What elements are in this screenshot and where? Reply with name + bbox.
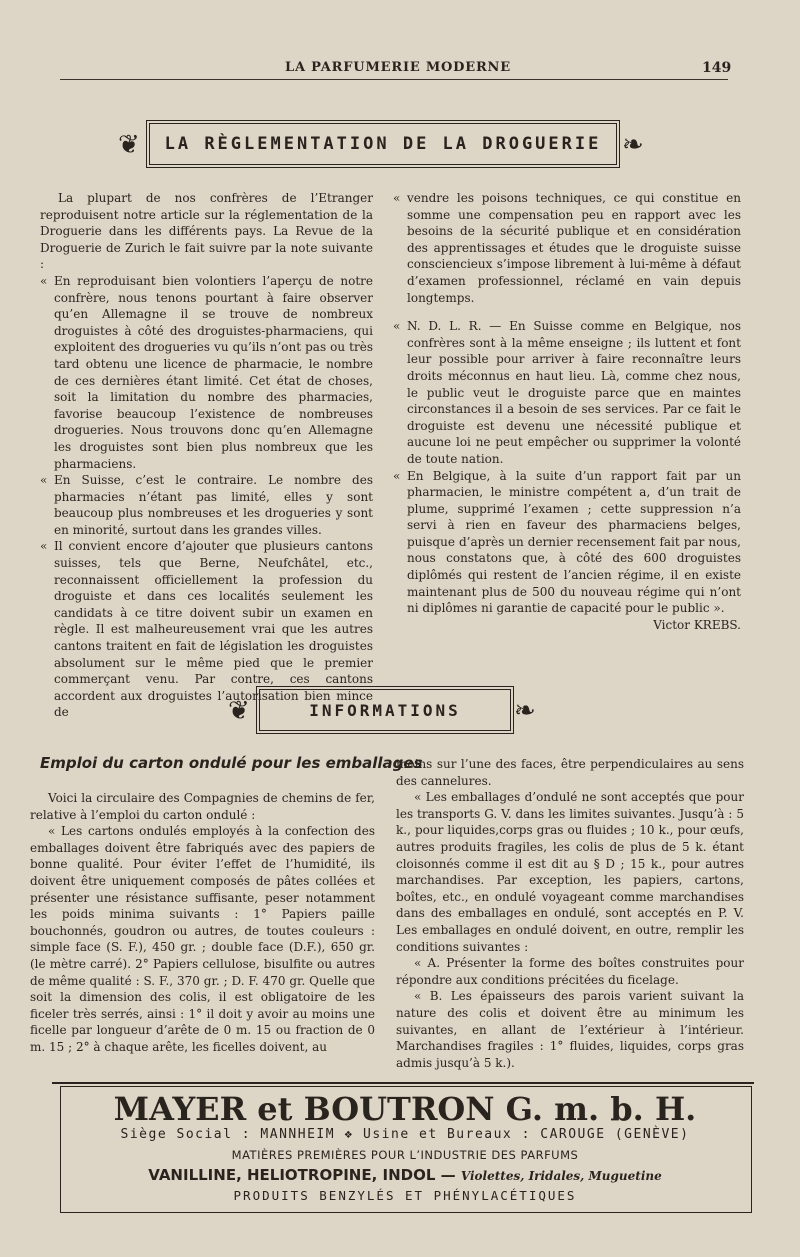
page-number: 149 (702, 60, 732, 76)
quote-paragraph: « Il convient encore d’ajouter que plusieurs cantons suisses, tels que Berne, Neufchâtel, etc., reconnaissent officiellement la profession du droguiste et dans ces localités seulement les candidats à ce titre doivent subir un examen en règle. Il est malheureusement vrai que les autres cantons traitent en fait de législation les droguistes absolument sur le même pied que le premier commerçant venu. Par contre, ces cantons accordent aux droguistes l’autorisation bien mince de (40, 538, 373, 721)
section-banner (146, 120, 620, 168)
ad-dash: — (440, 1166, 456, 1184)
quote-paragraph: « En Belgique, à la suite d’un rapport fait par un pharmacien, le ministre compétent a, d’un trait de plume, supprimé l’examen ; cette suppression n’a servi à rien en faveur des pharmaciens belges, puisque d’après un dernier recensement fait par nous, nous constatons que, à côté des 600 droguistes diplômés qui restent de l’ancien régime, il en existe maintenant plus de 500 du nouveau régime qui n’ont ni diplômes ni garantie de capacité pour le public ». (393, 468, 741, 617)
quote-paragraph: « En reproduisant bien volontiers l’aperçu de notre confrère, nous tenons pourtant à faire observer qu’en Allemagne il se trouve de nombreux droguistes à côté des droguistes-pharmaciens, qui exploitent des drogueries vu qu’ils n’ont pas ou très tard obtenu une licence de pharmacie, le nombre de ces dernières étant limité. Cet état de choses, soit la limitation du nombre des pharmacies, favorise beaucoup l’existence de nombreuses drogueries. Nous trouvons donc qu’en Allemagne les droguistes sont bien plus nombreux que les pharmaciens. (40, 273, 373, 472)
paragraph: La plupart de nos confrères de l’Etranger reproduisent notre article sur la réglementation de la Droguerie dans les différents pays. La Revue de la Droguerie de Zurich le fait suivre par la note suivante : (40, 191, 373, 272)
ad-addresses (60, 1127, 750, 1142)
ad-bottom-line: PRODUITS BENZYLÉS ET PHÉNYLACÉTIQUES (233, 1188, 577, 1203)
ad-product-line: MATIÈRES PREMIÈRES POUR L’INDUSTRIE DES PARFUMS (231, 1148, 579, 1162)
paragraph: moins sur l’une des faces, être perpendiculaires au sens des cannelures. (396, 757, 744, 788)
info-left-column (30, 790, 375, 1056)
ad-products (60, 1166, 750, 1184)
ad-main-products: VANILLINE, HELIOTROPINE, INDOL (148, 1166, 436, 1184)
right-fleuron-icon: ❧ (514, 696, 536, 726)
paragraph: « Les cartons ondulés employés à la confection des emballages doivent être fabriqués avec des papiers de bonne qualité. Pour éviter l’effet de l’humidité, ils doivent être uniquement composés de pâtes collées et présenter une résistance suffisante, peser notamment les poids minima suivants : 1° Papiers paille bouchonnés, goudron ou autres, de toutes couleurs : simple face (S. F.), 450 gr. ; double face (D.F.), 650 gr. (le mètre carré). 2° Papiers cellulose, bisulfite ou autres de même qualité : S. F., 370 gr. ; D. F. 470 gr. Quelle que soit la dimension des colis, il est obligatoire de les ficeler très serrés, ainsi : 1° il doit y avoir au moins une ficelle par longueur d’arête de 0 m. 15 ou fraction de 0 m. 15 ; 2° à chaque arête, les ficelles doivent, au (30, 824, 375, 1054)
paragraph: Voici la circulaire des Compagnies de chemins de fer, relative à l’emploi du carton ondulé : (30, 791, 375, 822)
info-right-column (396, 756, 744, 1071)
header-rule (60, 79, 728, 80)
quote-paragraph: « N. D. L. R. — En Suisse comme en Belgique, nos confrères sont à la même enseigne ; ils luttent et font leur possible pour arriver à faire reconnaître leurs droits méconnus en haut lieu. Là, comme chez nous, le public veut le droguiste parce que en maintes circonstances il a besoin de ses services. Par ce fait le droguiste est devenu une nécessité publique et aucune loi ne peut empêcher ou supprimer la volonté de toute nation. (393, 318, 741, 467)
quote-paragraph: « vendre les poisons techniques, ce qui constitue en somme une compensation peu en rapport avec les besoins de la sécurité publique et en considération des apprentissages et études que le droguiste suisse consciencieux s’impose librement à lui-même à défaut d’examen professionnel, réclamé en vain depuis longtemps. (393, 190, 741, 306)
section-title: INFORMATIONS (309, 700, 461, 720)
paragraph: « A. Présenter la forme des boîtes construites pour répondre aux conditions précitées du ficelage. (396, 956, 744, 987)
ad-works: Usine et Bureaux : CAROUGE (GENÈVE) (363, 1127, 690, 1142)
article-left-column (40, 190, 373, 721)
ad-seat: Siège Social : MANNHEIM (120, 1127, 336, 1142)
signature: Victor KREBS. (653, 617, 741, 632)
left-fleuron-icon: ❦ (118, 130, 140, 160)
running-title: LA PARFUMERIE MODERNE (285, 60, 511, 75)
section-banner (256, 686, 514, 734)
section-title: LA RÈGLEMENTATION DE LA DROGUERIE (164, 134, 602, 154)
ad-extra-products: Violettes, Iridales, Muguetine (460, 1169, 662, 1183)
paragraph: « Les emballages d’ondulé ne sont acceptés que pour les transports G. V. dans les limites suivantes. Jusqu’à : 5 k., pour liquides,corps gras ou fluides ; 10 k., pour œufs, autres produits fragiles, les colis de plus de 5 k. étant cloisonnés comme il est dit au § D ; 15 k., pour autres marchandises. Par exception, les papiers, cartons, boîtes, etc., en ondulé voyageant comme marchandises dans des emballages en ondulé, sont acceptés en P. V. Les emballages en ondulé doivent, en outre, remplir les conditions suivantes : (396, 790, 744, 954)
article-right-column (393, 190, 741, 633)
quote-paragraph: « En Suisse, c’est le contraire. Le nombre des pharmacies n’étant pas limité, elles y sont beaucoup plus nombreuses et les drogueries y sont en minorité, surtout dans les grandes villes. (40, 472, 373, 538)
ornament-icon: ❖ (344, 1127, 364, 1142)
ad-top-rule (52, 1082, 754, 1084)
paragraph: « B. Les épaisseurs des parois varient suivant la nature des colis et doivent être au minimum les suivantes, en allant de l’extérieur à l’intérieur. Marchandises fragiles : 1° fluides, liquides, corps gras admis jusqu’à 5 k.). (396, 989, 744, 1070)
article-subtitle: Emploi du carton ondulé pour les emballages (40, 754, 423, 772)
left-fleuron-icon: ❦ (228, 696, 250, 726)
right-fleuron-icon: ❧ (622, 130, 644, 160)
ad-company-name: MAYER et BOUTRON G. m. b. H. (113, 1090, 697, 1128)
